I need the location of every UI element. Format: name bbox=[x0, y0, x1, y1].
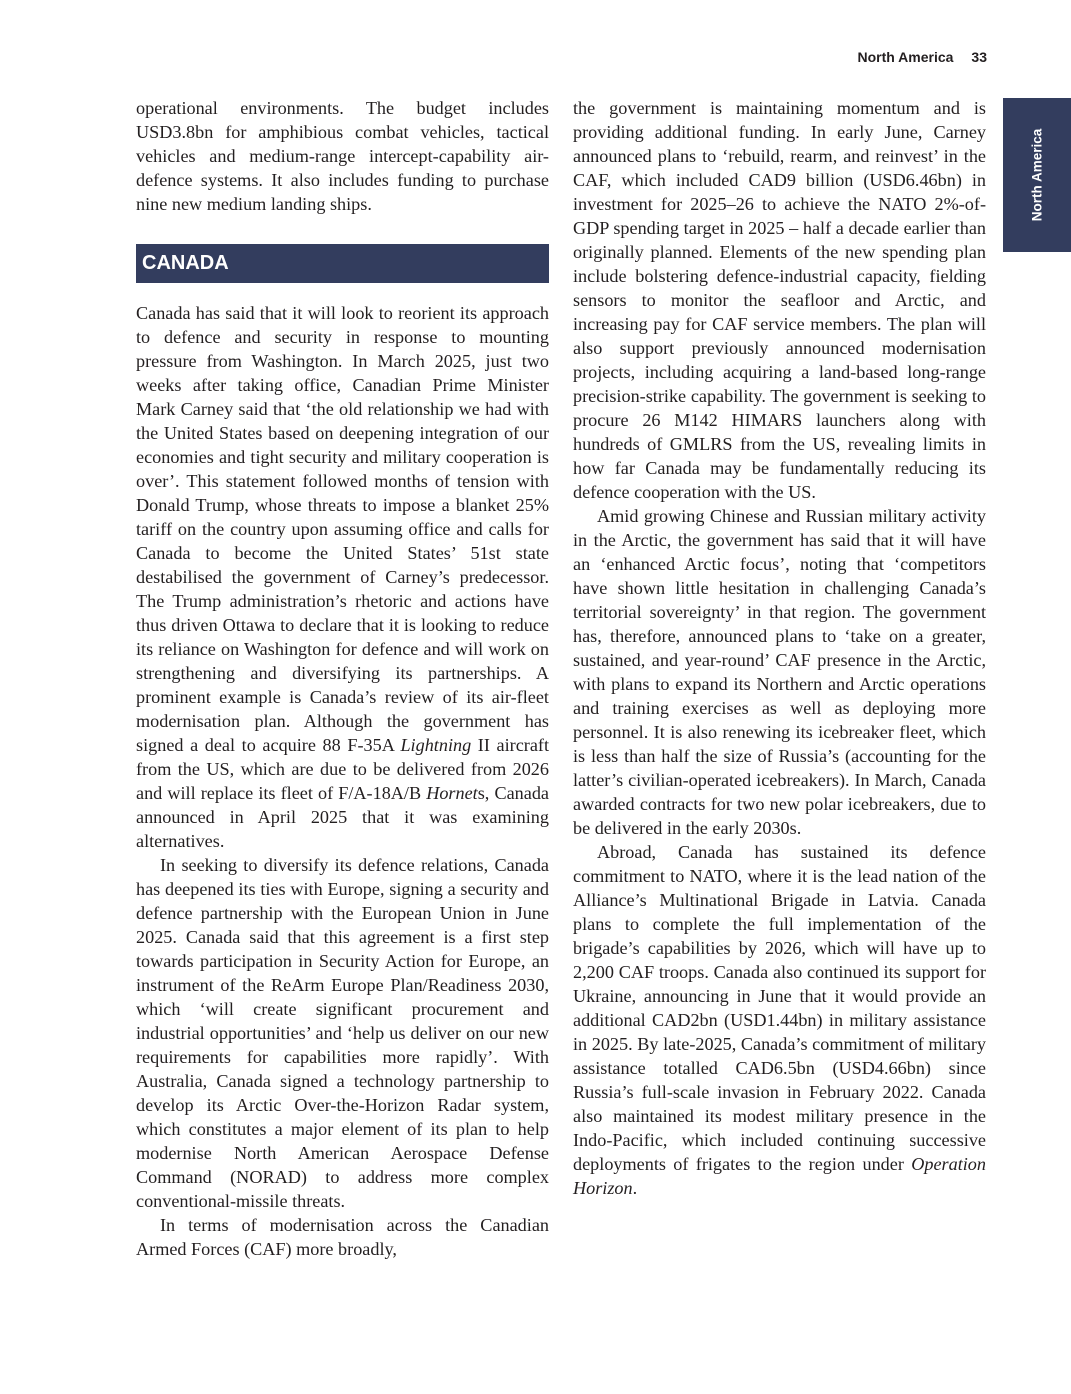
text-run: s, Canada announced in April 2025 that it was examining alternatives. bbox=[136, 783, 549, 851]
paragraph: Amid growing Chinese and Russian military activity in the Arctic, the government has said that it will have an ‘enhanced Arctic focus’, noting that ‘competitors have shown little hesitation in challenging Canada’s territorial sovereignty’ in that region. The government has, therefore, announced plans to ‘take on a greater, sustained, and year-round’ CAF presence in the Arctic, with plans to expand its Northern and Arctic operations and training exercises as well as deploying more personnel. It is also renewing its icebreaker fleet, which is less than half the size of Russia’s (accounting for the latter’s civilian-operated icebreakers). In March, Canada awarded contracts for two new polar icebreakers, due to be delivered in the early 2030s. bbox=[573, 506, 986, 838]
paragraph: operational environments. The budget includes USD3.8bn for amphibious combat vehicles, tactical vehicles and medium-range intercept-capability air-defence systems. It also includes funding to purchase nine new medium landing ships. bbox=[136, 98, 549, 214]
section-side-tab bbox=[1003, 98, 1071, 252]
paragraph bbox=[136, 301, 549, 853]
text-run: . bbox=[632, 1178, 638, 1198]
left-column bbox=[136, 96, 549, 1261]
running-head bbox=[857, 49, 987, 65]
text-run: Abroad, Canada has sustained its defence commitment to NATO, where it is the lead nation of the Alliance’s Multinational Brigade in Latvia. Canada plans to complete the full implementation of the brigade’s capabilities by 2026, which will have up to 2,200 CAF troops. Canada also continued its support for Ukraine, announcing in June that it would provide an additional CAD2bn (USD1.44bn) in military assistance in 2025. By late-2025, Canada’s commitment of military assistance totalled CAD6.5bn (USD4.66bn) since Russia’s full-scale invasion in February 2022. Canada also maintained its modest military presence in the Indo-Pacific, which included continuing successive deployments of frigates to the region under bbox=[573, 842, 986, 1174]
page-number: 33 bbox=[971, 49, 987, 65]
text-run: Canada has said that it will look to reorient its approach to defence and security in response to mounting pressure from Washington. In March 2025, just two weeks after taking office, Canadian Prime Minister Mark Carney said that ‘the old relationship we had with the United States based on deepening integration of our economies and tight security and military cooperation is over’. This statement followed months of tension with Donald Trump, whose threats to impose a blanket 25% tariff on the country upon assuming office and calls for Canada to become the United States’ 51st state destabilised the government of Carney’s predecessor. The Trump administration’s rhetoric and actions have thus driven Ottawa to declare that it is looking to reduce its reliance on Washington for defence and will work on strengthening and diversifying its partnerships. A prominent example is Canada’s review of its air-fleet modernisation plan. Although the government has signed a deal to acquire 88 F-35A bbox=[136, 303, 549, 755]
section-heading: CANADA bbox=[136, 244, 549, 283]
italic-text: Operation Horizon bbox=[573, 1154, 986, 1198]
running-head-section: North America bbox=[857, 49, 954, 65]
text-run: II aircraft from the US, which are due to be delivered from 2026 and will replace its fleet of F/A-18A/B bbox=[136, 735, 550, 803]
side-tab-label: North America bbox=[1029, 128, 1045, 222]
italic-text: Lightning bbox=[400, 735, 472, 755]
right-column bbox=[573, 96, 986, 1200]
paragraph bbox=[573, 840, 986, 1200]
paragraph: In seeking to diversify its defence relations, Canada has deepened its ties with Europe, signing a security and defence partnership with the European Union in June 2025. Canada said that this agreement is a first step towards participation in Security Action for Europe, an instrument of the ReArm Europe Plan/Readiness 2030, which ‘will create significant procurement and industrial opportunities’ and ‘help us deliver on our new requirements for capabilities more rapidly’. With Australia, Canada signed a technology partnership to develop its Arctic Over-the-Horizon Radar system, which constitutes a major element of its plan to help modernise North American Aerospace Defense Command (NORAD) to address more complex conventional-missile threats. bbox=[136, 855, 549, 1211]
paragraph: the government is maintaining momentum and is providing additional funding. In early June, Carney announced plans to ‘rebuild, rearm, and reinvest’ in the CAF, which included CAD9 billion (USD6.46bn) in investment for 2025–26 to achieve the NATO 2%-of-GDP spending target in 2025 – half a decade earlier than originally planned. Elements of the new spending plan include bolstering defence-industrial capacity, fielding sensors to monitor the seafloor and Arctic, and increasing pay for CAF service members. The plan will also support previously announced modernisation projects, including acquiring a land-based long-range precision-strike capability. The government is seeking to procure 26 M142 HIMARS launchers along with hundreds of GMLRS from the US, revealing limits in how far Canada may be fundamentally reducing its defence cooperation with the US. bbox=[573, 98, 986, 502]
paragraph: In terms of modernisation across the Canadian Armed Forces (CAF) more broadly, bbox=[136, 1215, 549, 1259]
italic-text: Hornet bbox=[426, 783, 478, 803]
